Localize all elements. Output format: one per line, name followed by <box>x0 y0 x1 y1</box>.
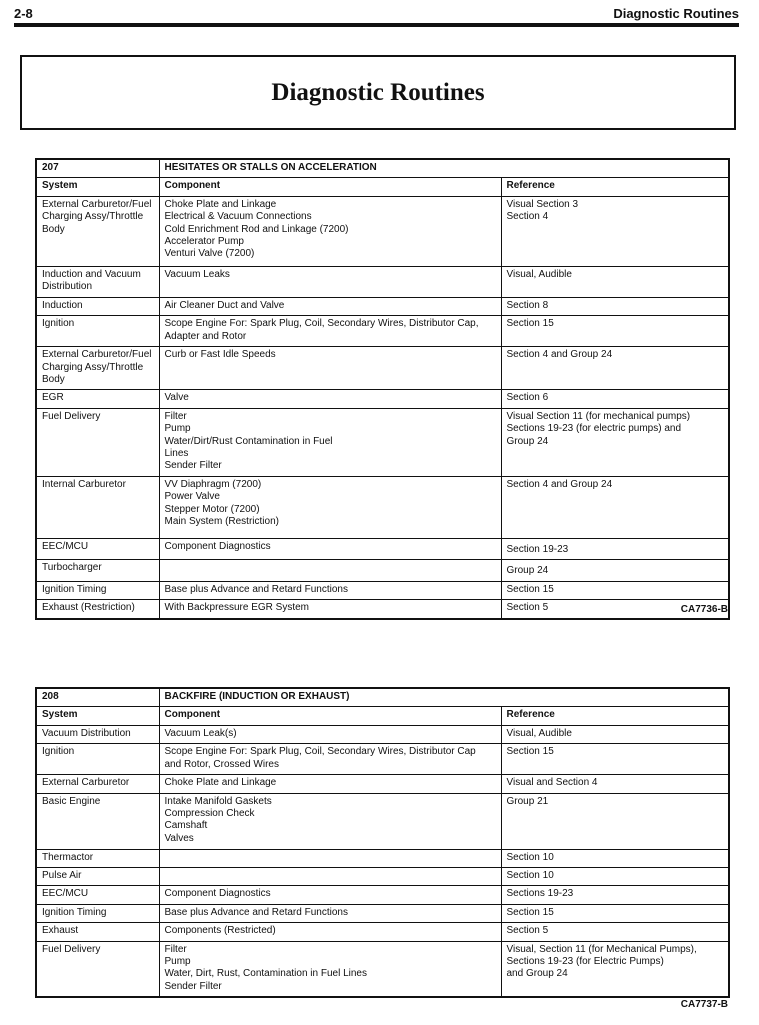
system-line: Charging Assy/Throttle <box>42 361 144 373</box>
reference-line: Section 6 <box>506 392 549 404</box>
system-cell <box>36 581 159 599</box>
reference-line: Visual and Section 4 <box>506 777 598 789</box>
reference-line: Section 4 and Group 24 <box>506 478 613 490</box>
component-line: Accelerator Pump <box>164 236 244 248</box>
component-line: Venturi Valve (7200) <box>164 248 255 260</box>
table-row <box>36 923 729 941</box>
component-line: Components (Restricted) <box>164 925 276 937</box>
table-row <box>36 476 729 538</box>
reference-cell <box>501 390 729 408</box>
component-line: VV Diaphragm (7200) <box>164 478 262 490</box>
reference-line: Sections 19-23 (for electric pumps) and <box>506 423 682 435</box>
system-line: Turbocharger <box>42 562 102 574</box>
reference-line: Group 21 <box>506 795 549 807</box>
table-row <box>36 390 729 408</box>
diagnostic-table-207 <box>35 158 730 620</box>
component-line: Air Cleaner Duct and Valve <box>164 299 285 311</box>
system-line: Charging Assy/Throttle <box>42 211 144 223</box>
table-row <box>36 868 729 886</box>
system-line: Ignition <box>42 746 75 758</box>
table-row <box>36 347 729 390</box>
system-line: Exhaust (Restriction) <box>42 602 135 614</box>
table-row <box>36 941 729 997</box>
component-line: Choke Plate and Linkage <box>164 198 277 210</box>
component-line: Power Valve <box>164 491 220 503</box>
system-cell <box>36 196 159 266</box>
system-cell <box>36 408 159 476</box>
component-line: Filter <box>164 943 187 955</box>
table-row <box>36 600 729 619</box>
component-line: Curb or Fast Idle Speeds <box>164 349 276 361</box>
component-cell <box>159 904 501 922</box>
reference-line: Group 24 <box>506 565 549 577</box>
reference-line: Visual Section 3 <box>506 198 579 210</box>
column-header-component: Component <box>159 178 501 196</box>
reference-line: Sections 19-23 <box>506 888 574 900</box>
routine-code: 208 <box>36 688 159 707</box>
table-row <box>36 408 729 476</box>
component-line: Sender Filter <box>164 980 222 992</box>
system-cell <box>36 297 159 315</box>
system-line: Body <box>42 223 65 235</box>
component-cell <box>159 725 501 743</box>
component-line: With Backpressure EGR System <box>164 602 309 614</box>
component-cell <box>159 390 501 408</box>
reference-cell <box>501 849 729 867</box>
table-row <box>36 560 729 581</box>
reference-cell <box>501 775 729 793</box>
system-line: EGR <box>42 392 64 404</box>
reference-line: Group 24 <box>506 435 549 447</box>
reference-cell <box>501 408 729 476</box>
page-title: Diagnostic Routines <box>271 79 485 106</box>
component-line: Pump <box>164 956 191 968</box>
system-line: Distribution <box>42 281 93 293</box>
system-cell <box>36 390 159 408</box>
table-row <box>36 793 729 849</box>
figure-code: CA7736-B <box>680 604 728 615</box>
system-line: Induction and Vacuum <box>42 268 141 280</box>
system-cell <box>36 316 159 347</box>
column-header-reference: Reference <box>501 707 729 725</box>
system-cell <box>36 904 159 922</box>
component-line: Main System (Restriction) <box>164 516 279 528</box>
reference-cell <box>501 725 729 743</box>
component-line: Filter <box>164 410 187 422</box>
system-line: Internal Carburetor <box>42 478 126 490</box>
reference-line: Section 4 and Group 24 <box>506 349 613 361</box>
system-line: Ignition Timing <box>42 906 107 918</box>
table-row <box>36 538 729 559</box>
system-line: Body <box>42 374 65 386</box>
component-line: Component Diagnostics <box>164 540 271 552</box>
component-line: Scope Engine For: Spark Plug, Coil, Secondary Wires, Distributor Cap <box>164 746 476 758</box>
system-cell <box>36 347 159 390</box>
component-cell <box>159 886 501 904</box>
table-row <box>36 849 729 867</box>
component-line: Valves <box>164 832 194 844</box>
reference-line: Section 5 <box>506 602 549 614</box>
table-row <box>36 316 729 347</box>
reference-line: Section 15 <box>506 746 554 758</box>
system-line: External Carburetor/Fuel <box>42 198 152 210</box>
system-line: External Carburetor/Fuel <box>42 349 152 361</box>
component-cell <box>159 775 501 793</box>
header-rule <box>14 23 739 27</box>
column-header-component: Component <box>159 707 501 725</box>
reference-cell <box>501 923 729 941</box>
component-line: Scope Engine For: Spark Plug, Coil, Secondary Wires, Distributor Cap, <box>164 318 479 330</box>
system-line: Vacuum Distribution <box>42 727 131 739</box>
component-line: and Rotor, Crossed Wires <box>164 758 279 770</box>
reference-cell <box>501 266 729 297</box>
system-cell <box>36 744 159 775</box>
page-number: 2-8 <box>14 6 33 21</box>
system-line: External Carburetor <box>42 777 130 789</box>
component-cell <box>159 581 501 599</box>
reference-cell <box>501 904 729 922</box>
component-cell <box>159 868 501 886</box>
reference-line: Visual, Section 11 (for Mechanical Pumps), <box>506 943 697 955</box>
component-cell <box>159 347 501 390</box>
component-cell <box>159 408 501 476</box>
component-line: Lines <box>164 448 189 460</box>
component-line: Water, Dirt, Rust, Contamination in Fuel Lines <box>164 968 367 980</box>
component-line: Component Diagnostics <box>164 888 271 900</box>
reference-cell <box>501 793 729 849</box>
reference-line: Visual, Audible <box>506 727 572 739</box>
title-box <box>20 55 736 130</box>
system-cell <box>36 886 159 904</box>
system-cell <box>36 849 159 867</box>
component-cell <box>159 476 501 538</box>
reference-cell <box>501 538 729 559</box>
component-line: Cold Enrichment Rod and Linkage (7200) <box>164 223 349 235</box>
component-line: Vacuum Leak(s) <box>164 727 237 739</box>
system-line: Exhaust <box>42 925 79 937</box>
routine-code-row <box>36 159 729 178</box>
diagnostic-table-208 <box>35 687 730 998</box>
system-line: Basic Engine <box>42 795 101 807</box>
component-cell <box>159 941 501 997</box>
routine-code: 207 <box>36 159 159 178</box>
reference-line: Sections 19-23 (for Electric Pumps) <box>506 956 664 968</box>
system-line: Thermactor <box>42 851 94 863</box>
column-header-reference: Reference <box>501 178 729 196</box>
reference-line: Visual Section 11 (for mechanical pumps) <box>506 410 691 422</box>
system-line: Ignition <box>42 318 75 330</box>
system-line: Fuel Delivery <box>42 943 101 955</box>
table-row <box>36 725 729 743</box>
routine-symptom: HESITATES OR STALLS ON ACCELERATION <box>159 159 729 178</box>
system-cell <box>36 538 159 559</box>
component-line: Base plus Advance and Retard Functions <box>164 906 348 918</box>
system-line: Pulse Air <box>42 870 82 882</box>
component-line: Base plus Advance and Retard Functions <box>164 583 348 595</box>
system-cell <box>36 725 159 743</box>
reference-line: Section 10 <box>506 851 554 863</box>
system-cell <box>36 793 159 849</box>
component-cell <box>159 600 501 619</box>
component-line: Camshaft <box>164 820 208 832</box>
reference-cell <box>501 476 729 538</box>
component-line: Vacuum Leaks <box>164 268 230 280</box>
component-cell <box>159 793 501 849</box>
table-row <box>36 297 729 315</box>
system-cell <box>36 775 159 793</box>
system-cell <box>36 941 159 997</box>
component-cell <box>159 266 501 297</box>
routine-code-row <box>36 688 729 707</box>
reference-line: Section 19-23 <box>506 543 569 555</box>
table-row <box>36 744 729 775</box>
component-line: Water/Dirt/Rust Contamination in Fuel <box>164 435 333 447</box>
routine-symptom: BACKFIRE (INDUCTION OR EXHAUST) <box>159 688 729 707</box>
reference-line: Section 4 <box>506 211 549 223</box>
reference-cell <box>501 316 729 347</box>
component-cell <box>159 297 501 315</box>
system-line: EEC/MCU <box>42 888 89 900</box>
column-header-system: System <box>36 707 159 725</box>
table-row <box>36 904 729 922</box>
table-row <box>36 266 729 297</box>
table-row <box>36 196 729 266</box>
reference-cell <box>501 941 729 997</box>
reference-line: Section 10 <box>506 870 554 882</box>
reference-line: Section 8 <box>506 299 549 311</box>
component-line: Choke Plate and Linkage <box>164 777 277 789</box>
system-line: Induction <box>42 299 83 311</box>
reference-line: Visual, Audible <box>506 268 572 280</box>
reference-cell <box>501 297 729 315</box>
reference-cell <box>501 581 729 599</box>
reference-cell <box>501 868 729 886</box>
system-line: EEC/MCU <box>42 540 89 552</box>
component-cell <box>159 744 501 775</box>
table-row <box>36 581 729 599</box>
reference-line: Section 15 <box>506 318 554 330</box>
reference-cell <box>501 196 729 266</box>
component-line: Stepper Motor (7200) <box>164 503 260 515</box>
reference-cell <box>501 886 729 904</box>
component-line: Adapter and Rotor <box>164 330 247 342</box>
component-line: Sender Filter <box>164 460 222 472</box>
column-header-row <box>36 178 729 196</box>
system-cell <box>36 868 159 886</box>
system-line: Ignition Timing <box>42 583 107 595</box>
column-header-row <box>36 707 729 725</box>
system-cell <box>36 600 159 619</box>
component-line: Intake Manifold Gaskets <box>164 795 272 807</box>
table-row <box>36 775 729 793</box>
system-cell <box>36 476 159 538</box>
component-line: Compression Check <box>164 808 255 820</box>
component-cell <box>159 923 501 941</box>
reference-line: and Group 24 <box>506 968 568 980</box>
system-cell <box>36 923 159 941</box>
system-cell <box>36 560 159 581</box>
component-line: Electrical & Vacuum Connections <box>164 211 312 223</box>
system-cell <box>36 266 159 297</box>
component-cell <box>159 538 501 559</box>
running-header-title: Diagnostic Routines <box>613 6 739 21</box>
reference-cell <box>501 347 729 390</box>
reference-line: Section 5 <box>506 925 549 937</box>
table-row <box>36 886 729 904</box>
component-line: Pump <box>164 423 191 435</box>
reference-cell <box>501 744 729 775</box>
system-line: Fuel Delivery <box>42 410 101 422</box>
component-cell <box>159 560 501 581</box>
reference-line: Section 15 <box>506 906 554 918</box>
reference-line: Section 15 <box>506 583 554 595</box>
component-cell <box>159 196 501 266</box>
component-cell <box>159 849 501 867</box>
component-line: Valve <box>164 392 189 404</box>
column-header-system: System <box>36 178 159 196</box>
reference-cell <box>501 560 729 581</box>
figure-code: CA7737-B <box>680 999 728 1010</box>
component-cell <box>159 316 501 347</box>
